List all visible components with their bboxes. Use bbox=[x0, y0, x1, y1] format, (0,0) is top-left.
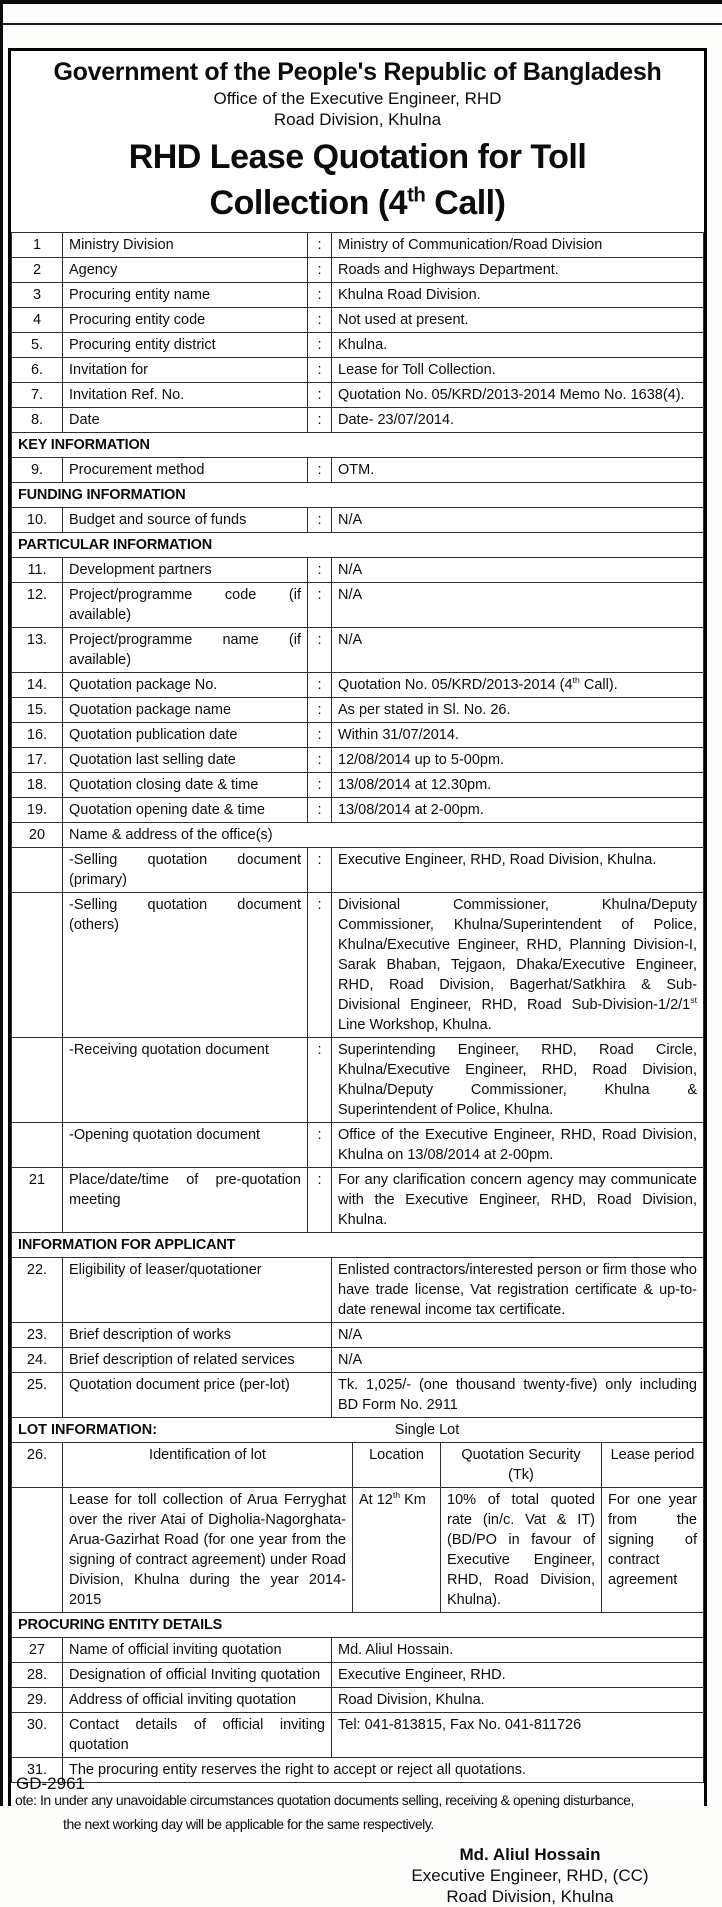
row-label: -Receiving quotation document bbox=[63, 1038, 308, 1123]
row-value: 13/08/2014 at 2-00pm. bbox=[332, 798, 704, 823]
row-colon: : bbox=[308, 283, 332, 308]
lot-data-row bbox=[12, 1488, 704, 1613]
row-colon: : bbox=[308, 558, 332, 583]
row-serial: 19. bbox=[12, 798, 63, 823]
row-value: Office of the Executive Engineer, RHD, Road Division, Khulna on 13/08/2014 at 2-00pm. bbox=[332, 1123, 704, 1168]
table-row bbox=[12, 823, 704, 848]
row-label: Project/programme name (if available) bbox=[63, 628, 308, 673]
row-serial: 30. bbox=[12, 1713, 63, 1758]
row-label: Quotation package name bbox=[63, 698, 308, 723]
row-colon: : bbox=[308, 358, 332, 383]
row-value: Enlisted contractors/interested person or firm those who have trade license, Vat registration certificate & up-to-date renewal income tax certificate. bbox=[332, 1258, 704, 1323]
table-row bbox=[12, 408, 704, 433]
row-serial: 31. bbox=[12, 1758, 63, 1783]
row-value: Md. Aliul Hossain. bbox=[332, 1638, 704, 1663]
row-value: Lease for Toll Collection. bbox=[332, 358, 704, 383]
footnote bbox=[15, 1788, 704, 1836]
row-colon: : bbox=[308, 258, 332, 283]
row-serial: 4 bbox=[12, 308, 63, 333]
row-serial: 9. bbox=[12, 458, 63, 483]
table-row bbox=[12, 358, 704, 383]
lot-header-row bbox=[12, 1443, 704, 1488]
row-label: Quotation package No. bbox=[63, 673, 308, 698]
value-text: Divisional Commissioner, Khulna/Deputy Commissioner, Khulna/Superintendent of Police, Khulna/Executive Engineer, RHD, Planning Division-I, Sarak Bhaban, Tejgaon, Dhaka/Executive Engineer, RHD, Road Division, Bagerhat/Satkhira & Sub-Divisional Engineer, RHD, Road Sub-Division-1/2/1 bbox=[338, 897, 697, 1013]
row-serial: 3 bbox=[12, 283, 63, 308]
table-row bbox=[12, 1663, 704, 1688]
row-label: Agency bbox=[63, 258, 308, 283]
row-serial: 23. bbox=[12, 1323, 63, 1348]
row-colon: : bbox=[308, 458, 332, 483]
row-label: Invitation for bbox=[63, 358, 308, 383]
row-colon: : bbox=[308, 798, 332, 823]
superscript: th bbox=[572, 675, 580, 686]
row-serial: 28. bbox=[12, 1663, 63, 1688]
superscript: th bbox=[392, 1490, 401, 1501]
division-line: Road Division, Khulna bbox=[273, 110, 442, 129]
table-row bbox=[12, 748, 704, 773]
row-serial: 1 bbox=[12, 233, 63, 258]
row-value: N/A bbox=[332, 558, 704, 583]
row-serial bbox=[12, 848, 63, 893]
row-value: Quotation No. 05/KRD/2013-2014 Memo No. 1638(4). bbox=[332, 383, 704, 408]
row-value: Khulna Road Division. bbox=[332, 283, 704, 308]
title-text: Call) bbox=[425, 184, 506, 222]
table-row bbox=[12, 1373, 704, 1418]
table-row bbox=[12, 583, 704, 628]
section-header: PROCURING ENTITY DETAILS bbox=[12, 1613, 704, 1638]
row-value: Within 31/07/2014. bbox=[332, 723, 704, 748]
row-serial: 6. bbox=[12, 358, 63, 383]
row-serial: 11. bbox=[12, 558, 63, 583]
table-row bbox=[12, 558, 704, 583]
table-row bbox=[12, 893, 704, 1038]
row-serial: 25. bbox=[12, 1373, 63, 1418]
row-serial: 14. bbox=[12, 673, 63, 698]
row-value: N/A bbox=[332, 583, 704, 628]
row-serial: 12. bbox=[12, 583, 63, 628]
row-value: N/A bbox=[332, 1323, 704, 1348]
row-serial bbox=[12, 893, 63, 1038]
value-text: Call). bbox=[579, 677, 618, 693]
row-value: The procuring entity reserves the right to accept or reject all quotations. bbox=[63, 1758, 704, 1783]
row-value: N/A bbox=[332, 628, 704, 673]
table-row bbox=[12, 1348, 704, 1373]
superscript: th bbox=[407, 184, 426, 207]
table-row bbox=[12, 383, 704, 408]
signature-org: Road Division, Khulna bbox=[446, 1887, 614, 1906]
row-label: Procurement method bbox=[63, 458, 308, 483]
lot-information-label: LOT INFORMATION: bbox=[18, 1422, 158, 1438]
table-row bbox=[12, 308, 704, 333]
notice-box bbox=[8, 48, 707, 1906]
row-label: Name & address of the office(s) bbox=[63, 823, 704, 848]
row-value: 12/08/2014 up to 5-00pm. bbox=[332, 748, 704, 773]
row-value: Ministry of Communication/Road Division bbox=[332, 233, 704, 258]
row-label: Designation of official Inviting quotation bbox=[63, 1663, 332, 1688]
row-value bbox=[332, 893, 704, 1038]
value-text: Km bbox=[400, 1492, 426, 1508]
lot-col-security: Quotation Security (Tk) bbox=[441, 1443, 602, 1488]
section-header-row bbox=[12, 1613, 704, 1638]
row-serial: 10. bbox=[12, 508, 63, 533]
lot-information-cell bbox=[12, 1418, 704, 1443]
row-colon: : bbox=[308, 383, 332, 408]
row-colon: : bbox=[308, 698, 332, 723]
table-row bbox=[12, 1638, 704, 1663]
row-colon: : bbox=[308, 893, 332, 1038]
table-row bbox=[12, 333, 704, 358]
row-serial: 17. bbox=[12, 748, 63, 773]
row-label: Brief description of related services bbox=[63, 1348, 332, 1373]
row-colon: : bbox=[308, 233, 332, 258]
section-header-row bbox=[12, 433, 704, 458]
table-row bbox=[12, 258, 704, 283]
row-colon: : bbox=[308, 333, 332, 358]
row-label: Place/date/time of pre-quotation meeting bbox=[63, 1168, 308, 1233]
lot-location-value bbox=[353, 1488, 441, 1613]
row-serial: 16. bbox=[12, 723, 63, 748]
value-text: Quotation No. 05/KRD/2013-2014 (4 bbox=[338, 677, 573, 693]
row-colon: : bbox=[308, 673, 332, 698]
row-serial: 27 bbox=[12, 1638, 63, 1663]
title-line2 bbox=[210, 184, 506, 222]
lot-security-value: 10% of total quoted rate (in/c. Vat & IT) (BD/PO in favour of Executive Engineer, RHD, Road Division, Khulna). bbox=[441, 1488, 602, 1613]
row-colon: : bbox=[308, 748, 332, 773]
row-label: -Selling quotation document (primary) bbox=[63, 848, 308, 893]
row-label: -Opening quotation document bbox=[63, 1123, 308, 1168]
table-row bbox=[12, 1713, 704, 1758]
row-serial: 21 bbox=[12, 1168, 63, 1233]
row-value: As per stated in Sl. No. 26. bbox=[332, 698, 704, 723]
row-label: Quotation document price (per-lot) bbox=[63, 1373, 332, 1418]
gd-number: GD-2961 bbox=[16, 1774, 85, 1793]
lot-identification-value: Lease for toll collection of Arua Ferryghat over the river Atai of Digholia-Nagorghata-Arua-Gazirhat Road (for one year from the signing of contract agreement) under Road Division, Khulna during the year 2014-2015 bbox=[63, 1488, 353, 1613]
table-row bbox=[12, 798, 704, 823]
section-header-row bbox=[12, 533, 704, 558]
row-label: Quotation last selling date bbox=[63, 748, 308, 773]
section-header: INFORMATION FOR APPLICANT bbox=[12, 1233, 704, 1258]
row-value: Executive Engineer, RHD. bbox=[332, 1663, 704, 1688]
row-colon: : bbox=[308, 1123, 332, 1168]
signature-title: Executive Engineer, RHD, (CC) bbox=[411, 1866, 649, 1885]
row-label: Quotation publication date bbox=[63, 723, 308, 748]
lot-col-identification: Identification of lot bbox=[63, 1443, 353, 1488]
table-row bbox=[12, 283, 704, 308]
row-colon: : bbox=[308, 1168, 332, 1233]
row-value: Road Division, Khulna. bbox=[332, 1688, 704, 1713]
lot-lease-value: For one year from the signing of contract agreement bbox=[602, 1488, 704, 1613]
table-row bbox=[12, 458, 704, 483]
row-value: For any clarification concern agency may communicate with the Executive Engineer, RHD, Road Division, Khulna. bbox=[332, 1168, 704, 1233]
table-row bbox=[12, 773, 704, 798]
footnote-line2: the next working day will be applicable for the same respectively. bbox=[63, 1816, 434, 1832]
value-text: Line Workshop, Khulna. bbox=[338, 1017, 492, 1033]
row-colon: : bbox=[308, 508, 332, 533]
row-value: Superintending Engineer, RHD, Road Circle, Khulna/Executive Engineer, RHD, Road Division, Khulna/Deputy Commissioner, Khulna & Superintendent of Police, Khulna. bbox=[332, 1038, 704, 1123]
row-label: Quotation closing date & time bbox=[63, 773, 308, 798]
row-value bbox=[332, 673, 704, 698]
row-colon: : bbox=[308, 723, 332, 748]
table-row bbox=[12, 628, 704, 673]
scan-top-edge-bar bbox=[0, 0, 722, 4]
title-text: Collection (4 bbox=[209, 184, 408, 222]
row-label: Eligibility of leaser/quotationer bbox=[63, 1258, 332, 1323]
row-serial: 2 bbox=[12, 258, 63, 283]
header-rule-line bbox=[0, 23, 722, 25]
row-serial: 15. bbox=[12, 698, 63, 723]
row-value: OTM. bbox=[332, 458, 704, 483]
row-value: Tel: 041-813815, Fax No. 041-811726 bbox=[332, 1713, 704, 1758]
row-value: N/A bbox=[332, 508, 704, 533]
lot-col-lease: Lease period bbox=[602, 1443, 704, 1488]
table-row bbox=[12, 1038, 704, 1123]
scan-left-edge-strip bbox=[0, 0, 3, 1806]
row-colon: : bbox=[308, 628, 332, 673]
table-row bbox=[12, 233, 704, 258]
table-row bbox=[12, 1123, 704, 1168]
table-row bbox=[12, 673, 704, 698]
quotation-details-table bbox=[11, 232, 704, 1783]
row-label: Invitation Ref. No. bbox=[63, 383, 308, 408]
row-serial: 22. bbox=[12, 1258, 63, 1323]
row-colon: : bbox=[308, 408, 332, 433]
row-serial: 24. bbox=[12, 1348, 63, 1373]
row-label: Procuring entity code bbox=[63, 308, 308, 333]
row-serial: 18. bbox=[12, 773, 63, 798]
row-serial: 26. bbox=[12, 1443, 63, 1488]
row-colon: : bbox=[308, 1038, 332, 1123]
row-serial: 7. bbox=[12, 383, 63, 408]
section-header: PARTICULAR INFORMATION bbox=[12, 533, 704, 558]
table-row bbox=[12, 1688, 704, 1713]
superscript: st bbox=[690, 995, 697, 1006]
lot-col-location: Location bbox=[353, 1443, 441, 1488]
title-line1: RHD Lease Quotation for Toll bbox=[128, 138, 587, 176]
row-serial bbox=[12, 1123, 63, 1168]
government-title: Government of the People's Republic of Bangladesh bbox=[53, 58, 662, 86]
row-label: Date bbox=[63, 408, 308, 433]
row-value: N/A bbox=[332, 1348, 704, 1373]
section-header: FUNDING INFORMATION bbox=[12, 483, 704, 508]
row-serial: 13. bbox=[12, 628, 63, 673]
row-label: Brief description of works bbox=[63, 1323, 332, 1348]
row-serial bbox=[12, 1488, 63, 1613]
row-label: Name of official inviting quotation bbox=[63, 1638, 332, 1663]
row-value: 13/08/2014 at 12.30pm. bbox=[332, 773, 704, 798]
table-row bbox=[12, 508, 704, 533]
lot-information-row bbox=[12, 1418, 704, 1443]
row-colon: : bbox=[308, 583, 332, 628]
row-label: Project/programme code (if available) bbox=[63, 583, 308, 628]
table-row bbox=[12, 1758, 704, 1783]
row-serial: 20 bbox=[12, 823, 63, 848]
row-value: Not used at present. bbox=[332, 308, 704, 333]
office-line: Office of the Executive Engineer, RHD bbox=[213, 89, 502, 108]
section-header-row bbox=[12, 483, 704, 508]
row-value: Roads and Highways Department. bbox=[332, 258, 704, 283]
table-row bbox=[12, 848, 704, 893]
row-label: -Selling quotation document (others) bbox=[63, 893, 308, 1038]
value-text: At 12 bbox=[359, 1492, 393, 1508]
row-value: Khulna. bbox=[332, 333, 704, 358]
row-label: Quotation opening date & time bbox=[63, 798, 308, 823]
row-colon: : bbox=[308, 848, 332, 893]
row-label: Procuring entity name bbox=[63, 283, 308, 308]
notice-title bbox=[11, 134, 704, 226]
section-header-row bbox=[12, 1233, 704, 1258]
row-serial: 5. bbox=[12, 333, 63, 358]
signature-block bbox=[370, 1844, 690, 1907]
row-serial bbox=[12, 1038, 63, 1123]
row-colon: : bbox=[308, 308, 332, 333]
row-label: Address of official inviting quotation bbox=[63, 1688, 332, 1713]
table-row bbox=[12, 698, 704, 723]
row-serial: 8. bbox=[12, 408, 63, 433]
row-serial: 29. bbox=[12, 1688, 63, 1713]
row-value: Date- 23/07/2014. bbox=[332, 408, 704, 433]
row-label: Procuring entity district bbox=[63, 333, 308, 358]
table-row bbox=[12, 1323, 704, 1348]
row-label: Contact details of official inviting quotation bbox=[63, 1713, 332, 1758]
row-label: Ministry Division bbox=[63, 233, 308, 258]
row-label: Budget and source of funds bbox=[63, 508, 308, 533]
signature-name: Md. Aliul Hossain bbox=[459, 1845, 601, 1864]
footnote-line1: ote: In under any unavoidable circumstances quotation documents selling, receiving & opening disturbance, bbox=[15, 1792, 634, 1808]
table-row bbox=[12, 1258, 704, 1323]
row-value: Executive Engineer, RHD, Road Division, Khulna. bbox=[332, 848, 704, 893]
row-colon: : bbox=[308, 773, 332, 798]
row-label: Development partners bbox=[63, 558, 308, 583]
lot-information-value: Single Lot bbox=[394, 1422, 460, 1438]
table-row bbox=[12, 1168, 704, 1233]
table-row bbox=[12, 723, 704, 748]
row-value: Tk. 1,025/- (one thousand twenty-five) only including BD Form No. 2911 bbox=[332, 1373, 704, 1418]
section-header: KEY INFORMATION bbox=[12, 433, 704, 458]
